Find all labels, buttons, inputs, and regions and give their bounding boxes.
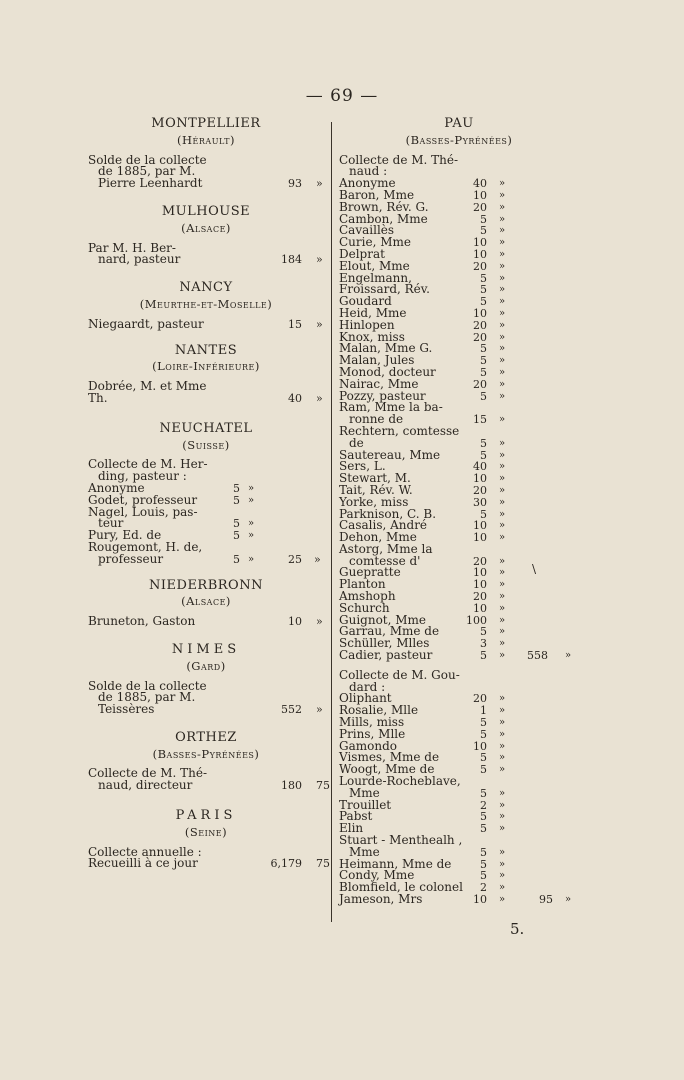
entry-quote: »	[499, 823, 506, 835]
entry-quote: »	[499, 638, 506, 650]
text-line	[88, 390, 324, 405]
entry-quote: »	[499, 579, 506, 591]
entry-amount: 10	[473, 247, 487, 261]
section-region: (Seine)	[184, 824, 228, 839]
entry-amount: 20	[473, 590, 487, 604]
line-text: Solde de la collecte	[88, 678, 207, 693]
entry-name: Amshoph	[339, 589, 396, 604]
section-city: NEUCHATEL	[159, 420, 253, 436]
entry-name: Pury, Ed. de	[88, 528, 162, 543]
entry-name: Lourde-Rocheblave,	[339, 774, 461, 789]
entry-quote: »	[499, 331, 506, 343]
entry-name: Guepratte	[339, 565, 401, 580]
section-region: (Loire-Inférieure)	[152, 359, 260, 374]
entry-name: Rosalie, Mlle	[339, 703, 419, 718]
amount: 25	[288, 552, 302, 566]
entry-quote: »	[499, 437, 506, 449]
entry-name: Cambon, Mme	[339, 211, 428, 226]
entry-quote: »	[499, 473, 506, 485]
line-text: naud, directeur	[98, 778, 193, 793]
entry-name: Dehon, Mme	[339, 530, 417, 545]
entry-quote: »	[499, 178, 506, 190]
entry-quote: »	[499, 213, 506, 225]
text-line	[88, 316, 324, 331]
entry-quote: »	[499, 717, 506, 729]
entry-amount: 10	[473, 578, 487, 592]
entry-name: Baron, Mme	[339, 187, 415, 202]
line-text: Bruneton, Gaston	[88, 614, 196, 629]
entry-name: Stuart - Menthealh ,	[339, 833, 463, 848]
entry-amount: 10	[473, 893, 487, 906]
entry-amount: 5	[233, 529, 240, 543]
entry-amount: 1	[480, 704, 487, 718]
line-text: Collecte de M. Her-	[88, 457, 208, 472]
entry-quote: »	[248, 553, 255, 565]
entry-name: Planton	[339, 577, 386, 592]
entry-amount: 2	[480, 798, 487, 812]
section-city: MULHOUSE	[161, 203, 251, 219]
entry-quote: »	[499, 740, 506, 752]
list-item	[339, 797, 579, 812]
entry-name: Tait, Rév. W.	[339, 482, 413, 497]
section-city: NIMES	[171, 641, 241, 657]
entry-name: Rougemont, H. de,	[88, 539, 203, 554]
entry-quote: »	[499, 614, 506, 626]
amount: 10	[288, 615, 302, 629]
entry-quote: »	[499, 496, 506, 508]
entry-name: Jameson, Mrs	[339, 892, 423, 906]
line-text: de 1885, par M.	[98, 164, 196, 179]
entry-quote: »	[499, 626, 506, 638]
entry-quote: »	[499, 225, 506, 237]
entry-name: Elout, Mme	[339, 258, 410, 273]
entry-name: Prins, Mlle	[339, 726, 406, 741]
amount: 93	[288, 177, 302, 191]
entry-quote: »	[499, 555, 506, 567]
entry-name: Monod, docteur	[339, 364, 436, 379]
entry-name: Rechtern, comtesse	[339, 423, 460, 438]
amount: 40	[288, 391, 302, 405]
entry-amount: 20	[473, 259, 487, 273]
column-divider	[331, 122, 332, 922]
entry-amount: 40	[473, 177, 487, 191]
entry-quote: »	[499, 567, 506, 579]
entry-name: Yorke, miss	[339, 494, 409, 509]
entry-amount: 5	[233, 493, 240, 507]
entry-amount: 10	[473, 472, 487, 486]
entry-name: Curie, Mme	[339, 235, 411, 250]
entry-amount: 5	[480, 810, 487, 824]
entry-quote: »	[499, 307, 506, 319]
section-region: (Basses-Pyrénées)	[152, 746, 260, 761]
entry-quote: »	[499, 461, 506, 473]
entry-name: Astorg, Mme la	[339, 541, 433, 556]
amount-decimal: »	[316, 177, 323, 191]
entry-name: Nairac, Mme	[339, 376, 419, 391]
entry-quote: »	[499, 693, 506, 705]
line-text: naud :	[349, 164, 388, 179]
line-text: de 1885, par M.	[98, 690, 196, 705]
entry-amount: 5	[480, 507, 487, 521]
amount: 552	[281, 703, 302, 717]
entry-amount: 2	[480, 881, 487, 895]
line-text: Collecte de M. Thé-	[339, 152, 459, 167]
amount-decimal: »	[314, 552, 321, 566]
section-region: (Meurthe-et-Moselle)	[139, 296, 273, 311]
stray-mark: \	[532, 562, 537, 576]
entry-name: Engelmann,	[339, 270, 412, 285]
entry-quote: »	[499, 591, 506, 603]
entry-amount: 5	[233, 517, 240, 531]
list-item	[339, 811, 579, 823]
text-line	[88, 254, 324, 266]
text-line	[88, 616, 324, 628]
entry-name: professeur	[98, 551, 164, 566]
entry-amount: 5	[480, 649, 487, 663]
amount-decimal: »	[316, 317, 323, 331]
entry-quote: »	[499, 787, 506, 799]
line-text: ding, pasteur :	[98, 469, 187, 484]
entry-quote: »	[499, 508, 506, 520]
entry-amount: 10	[473, 306, 487, 320]
line-text: Par M. H. Ber-	[88, 240, 176, 255]
entry-amount: 20	[473, 200, 487, 214]
entry-amount: 5	[480, 727, 487, 741]
entry-name: Nagel, Louis, pas-	[88, 504, 198, 519]
entry-quote: »	[499, 366, 506, 378]
line-text: Pierre Leenhardt	[98, 176, 203, 191]
amount-decimal: 75	[316, 779, 330, 793]
section-city: PAU	[444, 116, 474, 131]
entry-amount: 20	[473, 692, 487, 706]
section-region: (Gard)	[186, 658, 226, 673]
entry-name: Goudard	[339, 294, 392, 309]
entry-name: Hinlopen	[339, 317, 395, 332]
entry-quote: »	[499, 764, 506, 776]
entry-amount: 5	[480, 869, 487, 883]
entry-amount: 10	[473, 739, 487, 753]
entry-amount: 10	[473, 236, 487, 250]
amount-decimal: 75	[316, 857, 330, 871]
entry-quote: »	[499, 343, 506, 355]
entry-amount: 20	[473, 318, 487, 332]
list-item	[339, 894, 579, 906]
entry-amount: 5	[480, 271, 487, 285]
entry-quote: »	[499, 296, 506, 308]
total-amount: 558	[527, 649, 548, 663]
line-text: dard :	[349, 679, 386, 694]
entry-name: Vismes, Mme de	[339, 750, 440, 765]
entry-name: Woogt, Mme de	[339, 762, 435, 777]
entry-quote: »	[499, 484, 506, 496]
line-text: Collecte annuelle :	[88, 844, 202, 859]
section-city: NANTES	[174, 342, 238, 358]
section-region: (Hérault)	[177, 132, 235, 147]
entry-amount: 5	[480, 845, 487, 859]
entry-quote: »	[499, 705, 506, 717]
line-text: Teissères	[98, 702, 155, 717]
entry-quote: »	[499, 858, 506, 870]
entry-name: Heimann, Mme de	[339, 856, 452, 871]
list-item	[88, 551, 324, 566]
entry-quote: »	[499, 520, 506, 532]
list-item	[339, 650, 579, 662]
entry-quote: »	[499, 248, 506, 260]
entry-name: Schüller, Mlles	[339, 636, 430, 651]
entry-name: Brown, Rév. G.	[339, 199, 429, 214]
entry-amount: 5	[480, 283, 487, 297]
amount-decimal: »	[316, 703, 323, 717]
entry-quote: »	[499, 355, 506, 367]
line-text: Th.	[88, 390, 108, 405]
entry-name: Godet, professeur	[88, 492, 198, 507]
entry-quote: »	[499, 870, 506, 882]
entry-name: Schurch	[339, 600, 390, 615]
amount: 15	[288, 317, 302, 331]
entry-quote: »	[499, 189, 506, 201]
entry-name: teur	[98, 516, 124, 531]
section-city: NANCY	[179, 280, 233, 296]
section-region: (Suisse)	[182, 437, 230, 452]
amount-decimal: »	[316, 391, 323, 405]
entry-amount: 3	[480, 637, 487, 651]
entry-amount: 5	[480, 295, 487, 309]
entry-name: Pozzy, pasteur	[339, 388, 426, 403]
entry-amount: 5	[480, 625, 487, 639]
entry-amount: 5	[480, 224, 487, 238]
section-region: (Alsace)	[181, 220, 231, 235]
entry-quote: »	[499, 272, 506, 284]
entry-name: Mme	[349, 844, 380, 859]
entry-name: Mme	[349, 785, 380, 800]
entry-amount: 5	[480, 763, 487, 777]
entry-name: Knox, miss	[339, 329, 405, 344]
line-text: Collecte de M. Gou-	[339, 667, 460, 682]
page-number: — 69 —	[305, 86, 379, 106]
entry-name: de	[349, 435, 364, 450]
entry-amount: 5	[480, 436, 487, 450]
list-item	[88, 504, 324, 519]
entry-quote: »	[499, 811, 506, 823]
entry-name: Sautereau, Mme	[339, 447, 441, 462]
entry-name: Casalis, André	[339, 518, 428, 533]
entry-amount: 5	[480, 342, 487, 356]
entry-quote: »	[499, 237, 506, 249]
section-city: ORTHEZ	[175, 729, 237, 745]
entry-quote: »	[499, 799, 506, 811]
entry-name: Trouillet	[339, 797, 392, 812]
entry-amount: 5	[480, 751, 487, 765]
entry-quote: »	[499, 846, 506, 858]
entry-quote: »	[499, 319, 506, 331]
entry-quote: »	[499, 449, 506, 461]
entry-name: Malan, Jules	[339, 353, 415, 368]
entry-name: Anonyme	[88, 480, 145, 495]
entry-quote: »	[499, 752, 506, 764]
entry-amount: 20	[473, 483, 487, 497]
entry-amount: 5	[480, 389, 487, 403]
total-quote: »	[565, 650, 572, 662]
entry-quote: »	[248, 482, 255, 494]
entry-quote: »	[499, 894, 506, 905]
amount-decimal: »	[316, 253, 323, 267]
entry-quote: »	[499, 650, 506, 662]
entry-name: Gamondo	[339, 738, 397, 753]
total-quote: »	[565, 894, 572, 905]
entry-amount: 10	[473, 601, 487, 615]
section-region: (Basses-Pyrénées)	[405, 132, 513, 147]
entry-quote: »	[248, 494, 255, 506]
entry-amount: 20	[473, 330, 487, 344]
entry-amount: 5	[480, 822, 487, 836]
entry-quote: »	[499, 260, 506, 272]
line-text: Niegaardt, pasteur	[88, 316, 204, 331]
left-column	[88, 116, 330, 871]
entry-name: Anonyme	[339, 176, 396, 191]
amount: 6,179	[270, 857, 302, 871]
entry-quote: »	[499, 201, 506, 213]
entry-amount: 20	[473, 554, 487, 568]
entry-name: Froissard, Rév.	[339, 282, 430, 297]
entry-name: Pabst	[339, 809, 373, 824]
entry-quote: »	[499, 728, 506, 740]
entry-name: Oliphant	[339, 691, 392, 706]
entry-name: Sers, L.	[339, 459, 386, 474]
entry-amount: 5	[480, 857, 487, 871]
text-line	[88, 856, 330, 871]
entry-name: Parknison, C. B.	[339, 506, 437, 521]
entry-quote: »	[248, 530, 255, 542]
section-city: MONTPELLIER	[151, 116, 261, 131]
entry-name: Cadier, pasteur	[339, 648, 433, 663]
entry-name: Malan, Mme G.	[339, 341, 433, 356]
entry-name: Guignot, Mme	[339, 612, 427, 627]
entry-amount: 5	[480, 448, 487, 462]
line-text: Collecte de M. Thé-	[88, 766, 208, 781]
entry-name: comtesse d'	[349, 553, 421, 568]
entry-quote: »	[248, 518, 255, 530]
entry-amount: 5	[480, 716, 487, 730]
entry-amount: 30	[473, 495, 487, 509]
entry-amount: 20	[473, 377, 487, 391]
amount: 184	[281, 253, 302, 267]
entry-name: Blomfield, le colonel	[339, 880, 463, 895]
entry-quote: »	[499, 390, 506, 402]
line-text: Dobrée, M. et Mme	[88, 379, 207, 394]
entry-name: Heid, Mme	[339, 305, 407, 320]
line-text: Solde de la collecte	[88, 152, 207, 167]
line-text: nard, pasteur	[98, 252, 181, 267]
entry-amount: 40	[473, 460, 487, 474]
entry-name: Cavaillès	[339, 223, 395, 238]
total-amount: 95	[539, 893, 553, 906]
entry-name: Stewart, M.	[339, 471, 411, 486]
entry-amount: 5	[233, 481, 240, 495]
text-line	[88, 704, 324, 716]
entry-amount: 10	[473, 519, 487, 533]
entry-amount: 15	[473, 413, 487, 427]
text-line	[88, 778, 330, 793]
entry-name: Delprat	[339, 246, 385, 261]
entry-quote: »	[499, 882, 506, 894]
entry-amount: 10	[473, 531, 487, 545]
entry-amount: 10	[473, 566, 487, 580]
entry-quote: »	[499, 284, 506, 296]
entry-name: Mills, miss	[339, 715, 405, 730]
signature-mark: 5.	[510, 920, 525, 938]
entry-quote: »	[499, 378, 506, 390]
section-city: NIEDERBRONN	[149, 577, 263, 593]
text-line	[88, 178, 324, 190]
entry-name: Ram, Mme la ba-	[339, 400, 443, 415]
entry-name: Condy, Mme	[339, 868, 415, 883]
entry-amount: 10	[473, 188, 487, 202]
section-city: PARIS	[175, 808, 237, 824]
amount-decimal: »	[316, 615, 323, 629]
entry-name: Elin	[339, 821, 364, 836]
entry-amount: 5	[480, 365, 487, 379]
entry-amount: 5	[233, 552, 240, 566]
entry-amount: 5	[480, 354, 487, 368]
entry-name: ronne de	[349, 412, 404, 427]
entry-quote: »	[499, 602, 506, 614]
right-column	[339, 118, 579, 906]
line-text: Recueilli à ce jour	[88, 856, 198, 871]
amount: 180	[281, 779, 302, 793]
entry-name: Garrau, Mme de	[339, 624, 440, 639]
section-region: (Alsace)	[181, 594, 231, 609]
entry-amount: 5	[480, 212, 487, 226]
list-item	[339, 423, 579, 438]
entry-quote: »	[499, 532, 506, 544]
entry-amount: 5	[480, 786, 487, 800]
entry-amount: 100	[466, 613, 487, 627]
entry-quote: »	[499, 414, 506, 426]
